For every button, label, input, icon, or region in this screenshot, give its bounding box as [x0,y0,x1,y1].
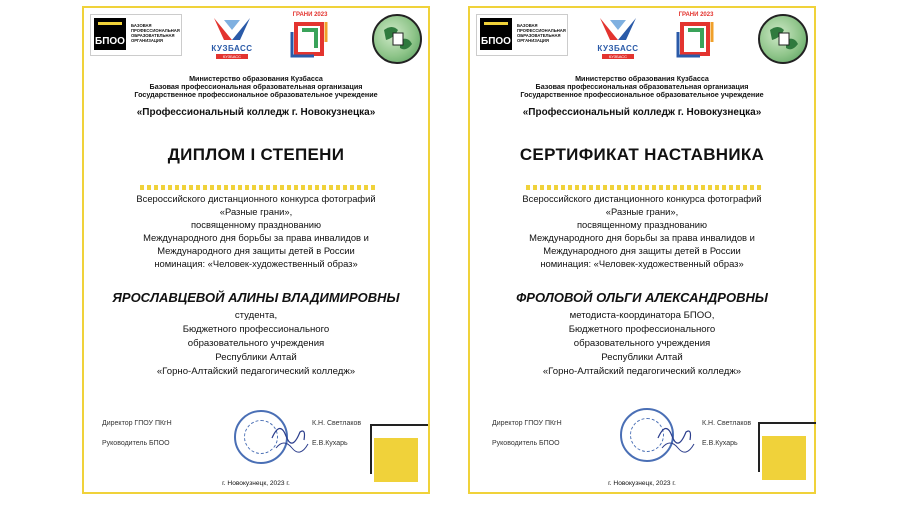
mentor-certificate-document [468,6,816,494]
dotted-divider [526,185,762,190]
bpoo-logo-text: БПОО [480,18,512,50]
signature-role: Руководитель БПОО [102,440,170,447]
details-line: «Горно-Алтайский педагогический колледж» [542,366,742,377]
globe-logo-icon [372,14,422,64]
grani-logo-text: ГРАНИ 2023 [678,12,714,18]
signature-name: К.Н. Светлаков [312,420,362,427]
signature-role: Руководитель БПОО [492,440,560,447]
kuzbass-logo-text: КУЗБАСС [211,44,253,53]
contest-description [470,192,814,270]
dotted-divider [140,185,376,190]
details-line: Бюджетного профессионального [568,324,716,335]
details-line: Республики Алтай [601,352,683,363]
contest-line: Всероссийского дистанционного конкурса фотографий [136,193,376,204]
college-name: «Профессиональный колледж г. Новокузнецка» [136,107,376,118]
grani-logo-text: ГРАНИ 2023 [292,12,328,18]
decorative-bracket [758,422,816,472]
details-line: методиста-координатора БПОО, [569,310,715,321]
globe-logo-icon [758,14,808,64]
signature-name: Е.В.Кухарь [702,440,738,447]
signature-scribble [270,418,310,454]
ministry-line: Государственное профессиональное образовательное учреждение [134,90,378,99]
contest-line: посвященному празднованию [576,219,708,230]
ministry-line: Базовая профессиональная образовательная организация [535,82,749,91]
awardee-details [84,309,428,379]
contest-line: номинация: «Человек-художественный образ» [540,258,744,269]
kuzbass-logo-subtitle: КУЗБАСС [602,54,634,59]
details-line: образовательного учреждения [573,338,711,349]
kuzbass-logo-subtitle: КУЗБАСС [216,54,248,59]
contest-line: Всероссийского дистанционного конкурса фотографий [522,193,762,204]
ministry-header [84,75,428,99]
ministry-line: Министерство образования Кузбасса [189,74,323,83]
kuzbass-logo-icon [588,14,648,58]
details-line: Бюджетного профессионального [182,324,330,335]
awardee-name: ЯРОСЛАВЦЕВОЙ АЛИНЫ ВЛАДИМИРОВНЫ [112,290,400,305]
ministry-line: Государственное профессиональное образовательное учреждение [520,90,764,99]
bpoo-logo-icon [476,14,568,56]
awardee-name: ФРОЛОВОЙ ОЛЬГИ АЛЕКСАНДРОВНЫ [516,290,768,305]
contest-line: посвященному празднованию [190,219,322,230]
signature-name: Е.В.Кухарь [312,440,348,447]
city-year: г. Новокузнецк, 2023 г. [222,480,290,487]
details-line: образовательного учреждения [187,338,325,349]
contest-line: Международного дня защиты детей в России [157,245,355,256]
awardee-details [470,309,814,379]
kuzbass-logo-icon [202,14,262,58]
grani-logo-icon [670,12,720,60]
diploma-document [82,6,430,494]
signature-name: К.Н. Светлаков [702,420,752,427]
contest-line: Международного дня защиты детей в России [543,245,741,256]
decorative-bracket [370,424,428,474]
contest-line: «Разные грани», [605,206,679,217]
bpoo-logo-caption: БАЗОВАЯ ПРОФЕССИОНАЛЬНАЯ ОБРАЗОВАТЕЛЬНАЯ ОРГАНИЗАЦИЯ [517,23,566,43]
kuzbass-logo-text: КУЗБАСС [597,44,639,53]
contest-line: Международного дня борьбы за права инвалидов и [143,232,369,243]
city-year: г. Новокузнецк, 2023 г. [608,480,676,487]
bpoo-logo-text: БПОО [94,18,126,50]
document-title: СЕРТИФИКАТ НАСТАВНИКА [519,145,765,164]
signature-role: Директор ГПОУ ПКгН [492,420,562,427]
ministry-line: Базовая профессиональная образовательная организация [149,82,363,91]
contest-description [84,192,428,270]
ministry-header [470,75,814,99]
details-line: Республики Алтай [215,352,297,363]
college-name: «Профессиональный колледж г. Новокузнецка» [522,107,762,118]
contest-line: «Разные грани», [219,206,293,217]
contest-line: номинация: «Человек-художественный образ» [154,258,358,269]
details-line: студента, [234,310,278,321]
details-line: «Горно-Алтайский педагогический колледж» [156,366,356,377]
contest-line: Международного дня борьбы за права инвалидов и [529,232,755,243]
ministry-line: Министерство образования Кузбасса [575,74,709,83]
bpoo-logo-caption: БАЗОВАЯ ПРОФЕССИОНАЛЬНАЯ ОБРАЗОВАТЕЛЬНАЯ ОРГАНИЗАЦИЯ [131,23,180,43]
signature-role: Директор ГПОУ ПКгН [102,420,172,427]
document-title: ДИПЛОМ I СТЕПЕНИ [167,145,345,164]
signature-scribble [656,418,696,454]
bpoo-logo-icon [90,14,182,56]
grani-logo-icon [284,12,334,60]
